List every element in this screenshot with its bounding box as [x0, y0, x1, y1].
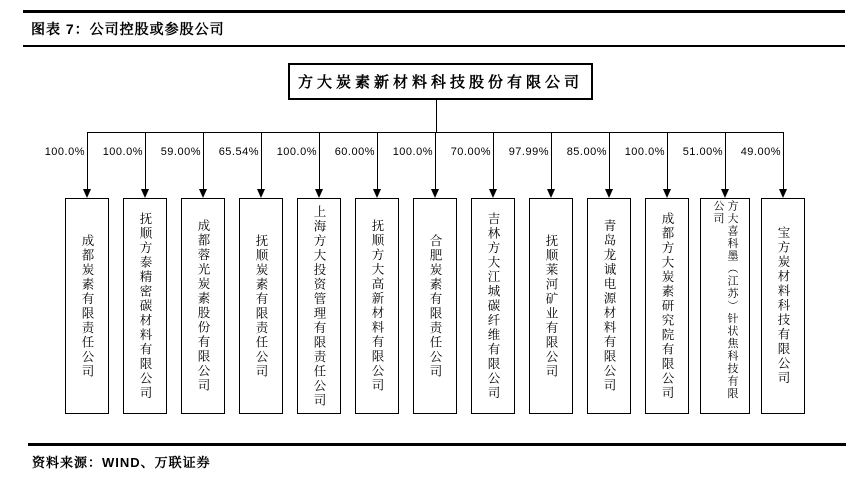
arrow-down-icon	[257, 189, 265, 198]
ownership-column	[566, 132, 638, 416]
arrow-down-icon	[141, 189, 149, 198]
ownership-pct-label: 100.0%	[102, 146, 143, 158]
connector-drop-line	[725, 132, 726, 190]
subsidiary-name: 吉林方大江城碳纤维有限公司	[486, 211, 500, 401]
subsidiary-name: 合肥炭素有限责任公司	[428, 233, 442, 379]
ownership-column	[44, 132, 116, 416]
ownership-column	[624, 132, 696, 416]
ownership-pct-label: 100.0%	[44, 146, 85, 158]
connector-drop-line	[493, 132, 494, 190]
ownership-column	[508, 132, 580, 416]
subsidiary-box	[239, 198, 283, 414]
connector-drop-line	[377, 132, 378, 190]
subsidiary-box	[700, 198, 750, 414]
ownership-pct-label: 85.00%	[566, 146, 607, 158]
connector-drop-line	[667, 132, 668, 190]
subsidiary-name: 成都炭素有限责任公司	[80, 233, 94, 379]
ownership-pct-label: 60.00%	[334, 146, 375, 158]
connector-parent-drop	[436, 100, 437, 132]
ownership-pct-label: 59.00%	[160, 146, 201, 158]
subsidiary-name: 上海方大投资管理有限责任公司	[312, 204, 326, 408]
subsidiary-box	[181, 198, 225, 414]
arrow-down-icon	[431, 189, 439, 198]
ownership-column	[682, 132, 754, 416]
parent-company-box	[288, 63, 593, 100]
ownership-pct-label: 100.0%	[624, 146, 665, 158]
subsidiary-box	[645, 198, 689, 414]
connector-drop-line	[551, 132, 552, 190]
ownership-pct-label: 51.00%	[682, 146, 723, 158]
subsidiary-box	[65, 198, 109, 414]
subsidiary-name: 宝方炭材料科技有限公司	[776, 226, 790, 386]
ownership-column	[160, 132, 232, 416]
subsidiary-name: 青岛龙诚电源材料有限公司	[602, 219, 616, 393]
ownership-pct-label: 65.54%	[218, 146, 259, 158]
subsidiary-name: 抚顺方大高新材料有限公司	[370, 219, 384, 393]
ownership-column	[218, 132, 290, 416]
subsidiary-name: 抚顺炭素有限责任公司	[254, 233, 268, 379]
arrow-down-icon	[315, 189, 323, 198]
ownership-pct-label: 70.00%	[450, 146, 491, 158]
subsidiary-name: 成都蓉光炭素股份有限公司	[196, 219, 210, 393]
subsidiary-box	[529, 198, 573, 414]
arrow-down-icon	[663, 189, 671, 198]
figure-title: 图表 7：公司控股或参股公司	[23, 10, 845, 47]
subsidiary-name: 方大喜科墨（江苏）针状焦科技有限公司	[712, 200, 738, 400]
subsidiary-name: 抚顺莱河矿业有限公司	[544, 233, 558, 379]
ownership-pct-label: 49.00%	[740, 146, 781, 158]
ownership-column	[102, 132, 174, 416]
connector-drop-line	[261, 132, 262, 190]
ownership-column	[334, 132, 406, 416]
subsidiary-box	[413, 198, 457, 414]
subsidiary-box	[355, 198, 399, 414]
connector-drop-line	[783, 132, 784, 190]
subsidiary-box	[297, 198, 341, 414]
ownership-pct-label: 100.0%	[276, 146, 317, 158]
connector-drop-line	[145, 132, 146, 190]
ownership-column	[740, 132, 812, 416]
subsidiary-box	[471, 198, 515, 414]
connector-drop-line	[435, 132, 436, 190]
arrow-down-icon	[373, 189, 381, 198]
subsidiary-box	[587, 198, 631, 414]
connector-drop-line	[319, 132, 320, 190]
ownership-column	[450, 132, 522, 416]
arrow-down-icon	[83, 189, 91, 198]
source-note: 资料来源：WIND、万联证券	[28, 443, 846, 471]
arrow-down-icon	[547, 189, 555, 198]
subsidiary-name: 成都方大炭素研究院有限公司	[660, 211, 674, 401]
ownership-pct-label: 100.0%	[392, 146, 433, 158]
arrow-down-icon	[199, 189, 207, 198]
arrow-down-icon	[721, 189, 729, 198]
arrow-down-icon	[605, 189, 613, 198]
ownership-column	[276, 132, 348, 416]
parent-company-label: 方大炭素新材料科技股份有限公司	[297, 74, 583, 91]
arrow-down-icon	[489, 189, 497, 198]
ownership-column	[392, 132, 464, 416]
ownership-pct-label: 97.99%	[508, 146, 549, 158]
subsidiary-box	[123, 198, 167, 414]
connector-drop-line	[203, 132, 204, 190]
connector-drop-line	[609, 132, 610, 190]
subsidiary-box	[761, 198, 805, 414]
arrow-down-icon	[779, 189, 787, 198]
connector-drop-line	[87, 132, 88, 190]
subsidiary-name: 抚顺方泰精密碳材料有限公司	[138, 211, 152, 401]
